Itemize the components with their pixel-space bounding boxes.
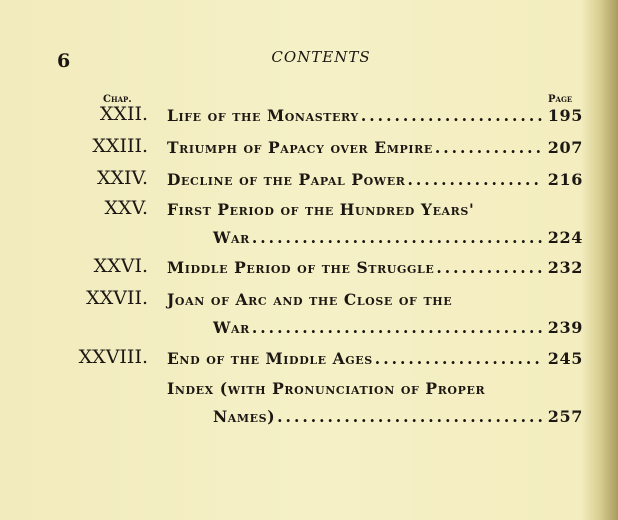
dot-leader — [361, 106, 542, 125]
dot-leader — [252, 318, 542, 337]
dot-leader — [435, 138, 542, 157]
chapter-numeral: XXIV. — [97, 167, 148, 189]
entry-title: Index (with Pronunciation of Proper — [167, 379, 486, 398]
entry-title: Names) — [213, 407, 276, 426]
entry-title: Joan of Arc and the Close of the — [167, 290, 453, 309]
page-column-label: Page — [548, 94, 573, 105]
chapter-numeral: XXII. — [99, 103, 148, 125]
entry-title: First Period of the Hundred Years' — [167, 200, 475, 219]
dot-leader — [408, 170, 542, 189]
entry-page: 232 — [547, 258, 583, 277]
dot-leader — [252, 228, 542, 247]
chapter-column-label: Chap. — [103, 94, 132, 105]
dot-leader — [436, 258, 541, 277]
page-number: 6 — [57, 50, 71, 72]
toc-entry[interactable] — [213, 228, 583, 247]
chapter-numeral: XXVI. — [93, 255, 148, 277]
entry-page: 245 — [547, 349, 583, 368]
entry-title: Decline of the Papal Power — [167, 170, 406, 189]
toc-entry[interactable] — [213, 407, 583, 426]
dot-leader — [277, 407, 542, 426]
entry-title: End of the Middle Ages — [167, 349, 373, 368]
toc-entry[interactable] — [167, 200, 583, 219]
chapter-numeral: XXVIII. — [78, 346, 148, 368]
entry-title: Life of the Monastery — [167, 106, 359, 125]
toc-entry[interactable] — [167, 170, 583, 189]
toc-entry[interactable] — [213, 318, 583, 337]
toc-entry[interactable] — [167, 290, 583, 309]
toc-entry[interactable] — [167, 106, 583, 125]
running-header: CONTENTS — [271, 48, 371, 66]
entry-page: 224 — [547, 228, 583, 247]
chapter-numeral: XXV. — [104, 197, 148, 219]
entry-page: 257 — [547, 407, 583, 426]
toc-entry[interactable] — [167, 258, 583, 277]
entry-page: 207 — [547, 138, 583, 157]
dot-leader — [375, 349, 542, 368]
toc-entry[interactable] — [167, 138, 583, 157]
entry-page: 216 — [547, 170, 583, 189]
entry-title: War — [213, 228, 250, 247]
entry-title: Triumph of Papacy over Empire — [167, 138, 433, 157]
entry-title: War — [213, 318, 250, 337]
entry-page: 195 — [547, 106, 583, 125]
entry-page: 239 — [547, 318, 583, 337]
toc-entry[interactable] — [167, 379, 583, 398]
entry-title: Middle Period of the Struggle — [167, 258, 435, 277]
chapter-numeral: XXIII. — [92, 135, 148, 157]
toc-entry[interactable] — [167, 349, 583, 368]
chapter-numeral: XXVII. — [86, 287, 148, 309]
